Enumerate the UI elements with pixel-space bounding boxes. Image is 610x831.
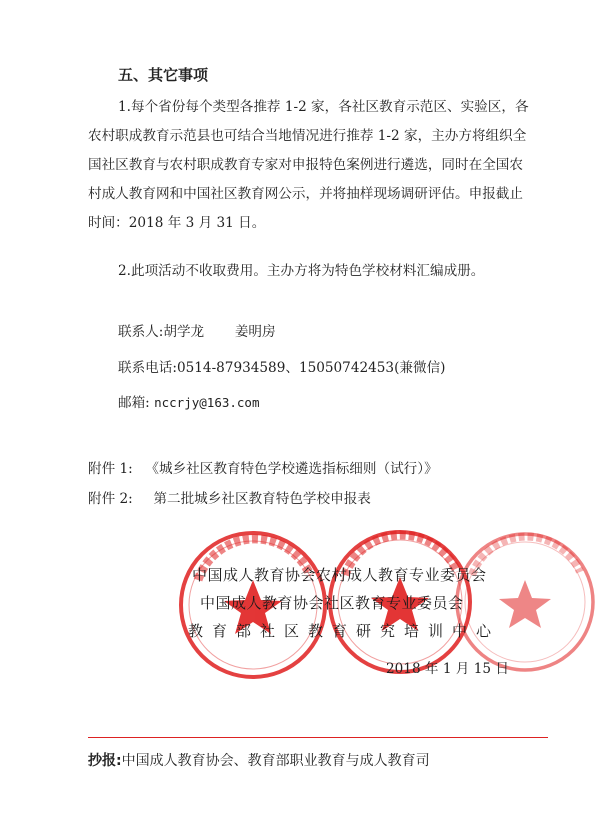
contact-phone-value: 0514-87934589、15050742453(兼微信) bbox=[176, 360, 446, 376]
attachment-2-title: 第二批城乡社区教育特色学校申报表 bbox=[153, 491, 371, 507]
contact-person-line bbox=[118, 320, 276, 340]
attachment-1 bbox=[88, 457, 438, 477]
contact-person-1: 胡学龙 bbox=[163, 324, 205, 340]
attachment-2-label: 附件 2: bbox=[88, 491, 133, 507]
contact-email-label: 邮箱: bbox=[118, 395, 150, 411]
attachment-1-label: 附件 1: bbox=[88, 461, 133, 477]
item-1-paragraph bbox=[88, 93, 533, 238]
contact-email-line bbox=[118, 391, 259, 411]
item-2-paragraph bbox=[88, 257, 533, 286]
copy-to-line bbox=[88, 750, 430, 770]
copy-to-recipients: 中国成人教育协会、教育部职业教育与成人教育司 bbox=[121, 753, 430, 769]
contact-email-value: nccrjy@163.com bbox=[154, 395, 260, 410]
issuer-1: 中国成人教育协会农村成人教育专业委员会 bbox=[192, 566, 487, 584]
issuer-2: 中国成人教育协会社区教育专业委员会 bbox=[200, 594, 464, 612]
attachment-2 bbox=[88, 487, 371, 507]
issue-date: 2018 年 1 月 15 日 bbox=[386, 661, 509, 677]
issuer-3: 教育部社区教育研究培训中心 bbox=[188, 622, 501, 640]
divider-rule bbox=[88, 737, 548, 738]
copy-to-label: 抄报: bbox=[88, 753, 122, 769]
section-heading: 五、其它事项 bbox=[118, 66, 209, 84]
item-2-text: 2.此项活动不收取费用。主办方将为特色学校材料汇编成册。 bbox=[118, 263, 485, 279]
seal-3-star-icon bbox=[499, 580, 551, 628]
contact-phone-line bbox=[118, 356, 445, 376]
item-1-text: 1.每个省份每个类型各推荐 1-2 家，各社区教育示范区、实验区，各农村职成教育示范县也可结合当地情况进行推荐 1-2 家，主办方将组织全国社区教育与农村职成教育专家对申报特色案例进行遴选，同时在全国农村成人教育网和中国社区教育网公示，并将抽样现场调研评估。申报截止时间：2018 年 3 月 31 日。 bbox=[88, 99, 529, 231]
attachment-1-title: 《城乡社区教育特色学校遴选指标细则（试行）》 bbox=[145, 461, 438, 477]
contact-phone-label: 联系电话: bbox=[118, 360, 177, 376]
contact-person-label: 联系人: bbox=[118, 324, 164, 340]
contact-person-2: 姜明房 bbox=[234, 324, 276, 340]
